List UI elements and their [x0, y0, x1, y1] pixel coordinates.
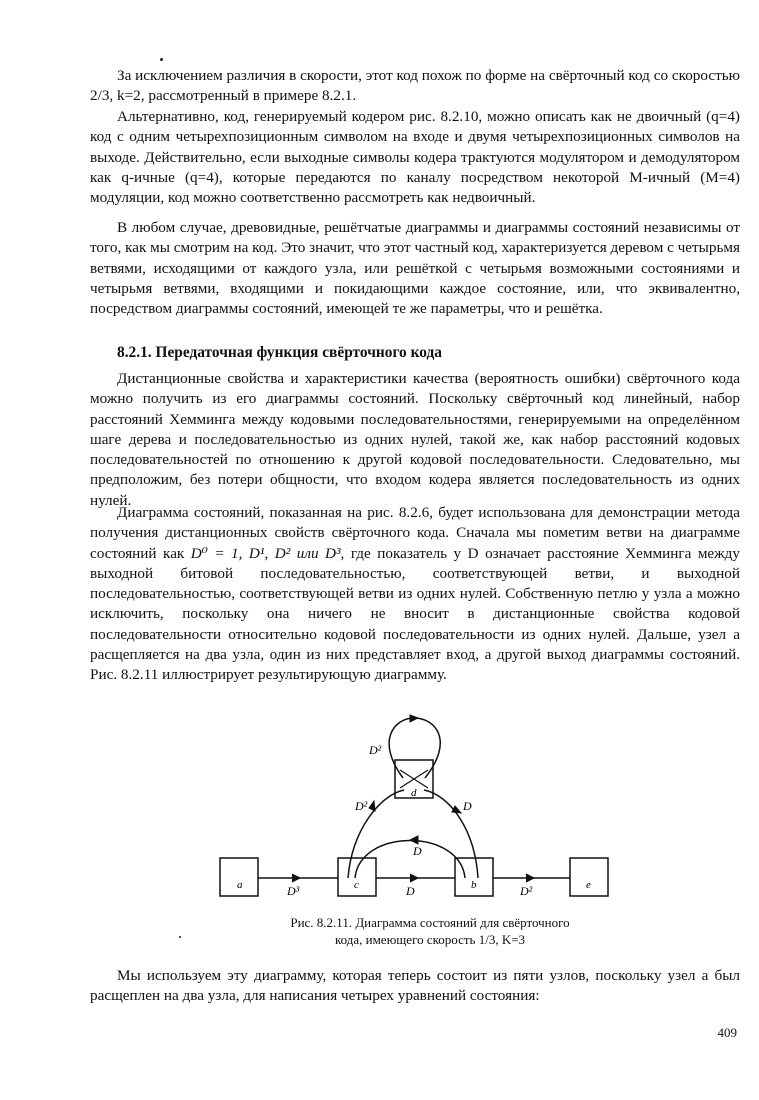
- paragraph-5-part2: , где показатель у D означает расстояние Хемминга между выходной битовой последовательностью, соответствующей ветви, и выходной последовательностью, соответствующей ветви из одних нулей. Собственную петлю у узла a можно исключить, поскольку она ничего не вносит в дистанционные свойства кодовой последовательности относительно кодовой последовательности из одних нулей. Дальше, узел a расщепляется на два узла, один из них представляет вход, а другой выход диаграммы состояний. Рис. 8.2.11 иллюстрирует результирующую диаграмму.: [90, 544, 740, 684]
- edge-c-d-arrow: [369, 801, 375, 811]
- scan-speck: [179, 936, 181, 938]
- paragraph-2: Альтернативно, код, генерируемый кодером рис. 8.2.10, можно описать как не двоичный (q=4) код с одним четырехпозиционным символом на входе и двумя четырехпозиционных символов на выходе. Действительно, если выходные символы кодера трактуются модулятором и демодулятором как q-ичные (q=4), которые передаются по каналу посредством некоторой M-ичный (M=4) модуляции, код можно соответственно рассмотреть как недвоичный.: [90, 108, 740, 207]
- edge-c-b-arrow: [410, 874, 418, 882]
- node-d-label: d: [411, 787, 417, 799]
- label-c-d: D²: [355, 799, 368, 813]
- paragraph-5-part1: Диаграмма состояний, показанная на рис. 8.2.6, будет использована для демонстрации метода получения дистанционных свойств свёрточного кода. Сначала мы пометим ветви на диаграмме состояний как: [90, 504, 740, 562]
- paragraph-5-expression: D⁰ = 1, D¹, D² или D³: [190, 544, 341, 562]
- node-e-label: e: [586, 879, 591, 891]
- paragraph-1: За исключением различия в скорости, этот код похож по форме на свёрточный код со скоростью 2/3, k=2, рассмотренный в примере 8.2.1.: [90, 67, 740, 105]
- label-a-c: D³: [287, 884, 300, 898]
- caption-line-2: кода, имеющего скорость 1/3, K=3: [334, 932, 526, 947]
- edge-b-e-arrow: [526, 874, 534, 882]
- page-number: 409: [717, 1025, 737, 1040]
- edge-d-loop-arrow: [410, 715, 418, 722]
- label-d-loop: D²: [369, 743, 382, 757]
- edge-d-b-arrow: [452, 806, 461, 813]
- caption-line-1: Рис. 8.2.11. Диаграмма состояний для свёрточного: [290, 915, 570, 930]
- edge-b-c: [355, 841, 465, 879]
- label-b-c: D: [413, 844, 422, 858]
- section-heading: 8.2.1. Передаточная функция свёрточного кода: [117, 344, 442, 361]
- figure-caption: [250, 914, 610, 948]
- paragraph-4: Дистанционные свойства и характеристики качества (вероятность ошибки) свёрточного кода можно получить из его диаграммы состояний. Поскольку свёрточный код линейный, набор расстояний Хемминга между кодовыми последовательностями, генерируемыми на определённом шаге дерева и последовательностью из одних нулей, такой же, как набор расстояний кодовых последовательностей по отношению к другой кодовой последовательности. Следовательно, мы предположим, без потери общности, что входом кодера является последовательность из одних нулей.: [90, 370, 740, 509]
- node-c-label: c: [354, 879, 359, 891]
- node-b-label: b: [471, 879, 477, 891]
- edge-b-c-arrow: [410, 836, 418, 844]
- label-c-b: D: [406, 884, 415, 898]
- final-paragraph: Мы используем эту диаграмму, которая теперь состоит из пяти узлов, поскольку узел a был расщеплен на два узла, для написания четырех уравнений состояния:: [90, 967, 740, 1005]
- label-d-b: D: [463, 799, 472, 813]
- label-b-e: D²: [520, 884, 533, 898]
- paragraph-3: В любом случае, древовидные, решётчатые диаграммы и диаграммы состояний независимы от того, как мы смотрим на код. Это значит, что этот частный код, характеризуется деревом с четырьмя ветвями, исходящими от каждого узла, или решёткой с четырьмя возможными состояниями и четырьмя ветвями, входящими и покидающими каждое состояние, или, что эквивалентно, посредством диаграммы состояний, имеющей те же параметры, что и решётка.: [90, 219, 740, 318]
- node-a-label: a: [237, 879, 243, 891]
- edge-a-c-arrow: [292, 874, 300, 882]
